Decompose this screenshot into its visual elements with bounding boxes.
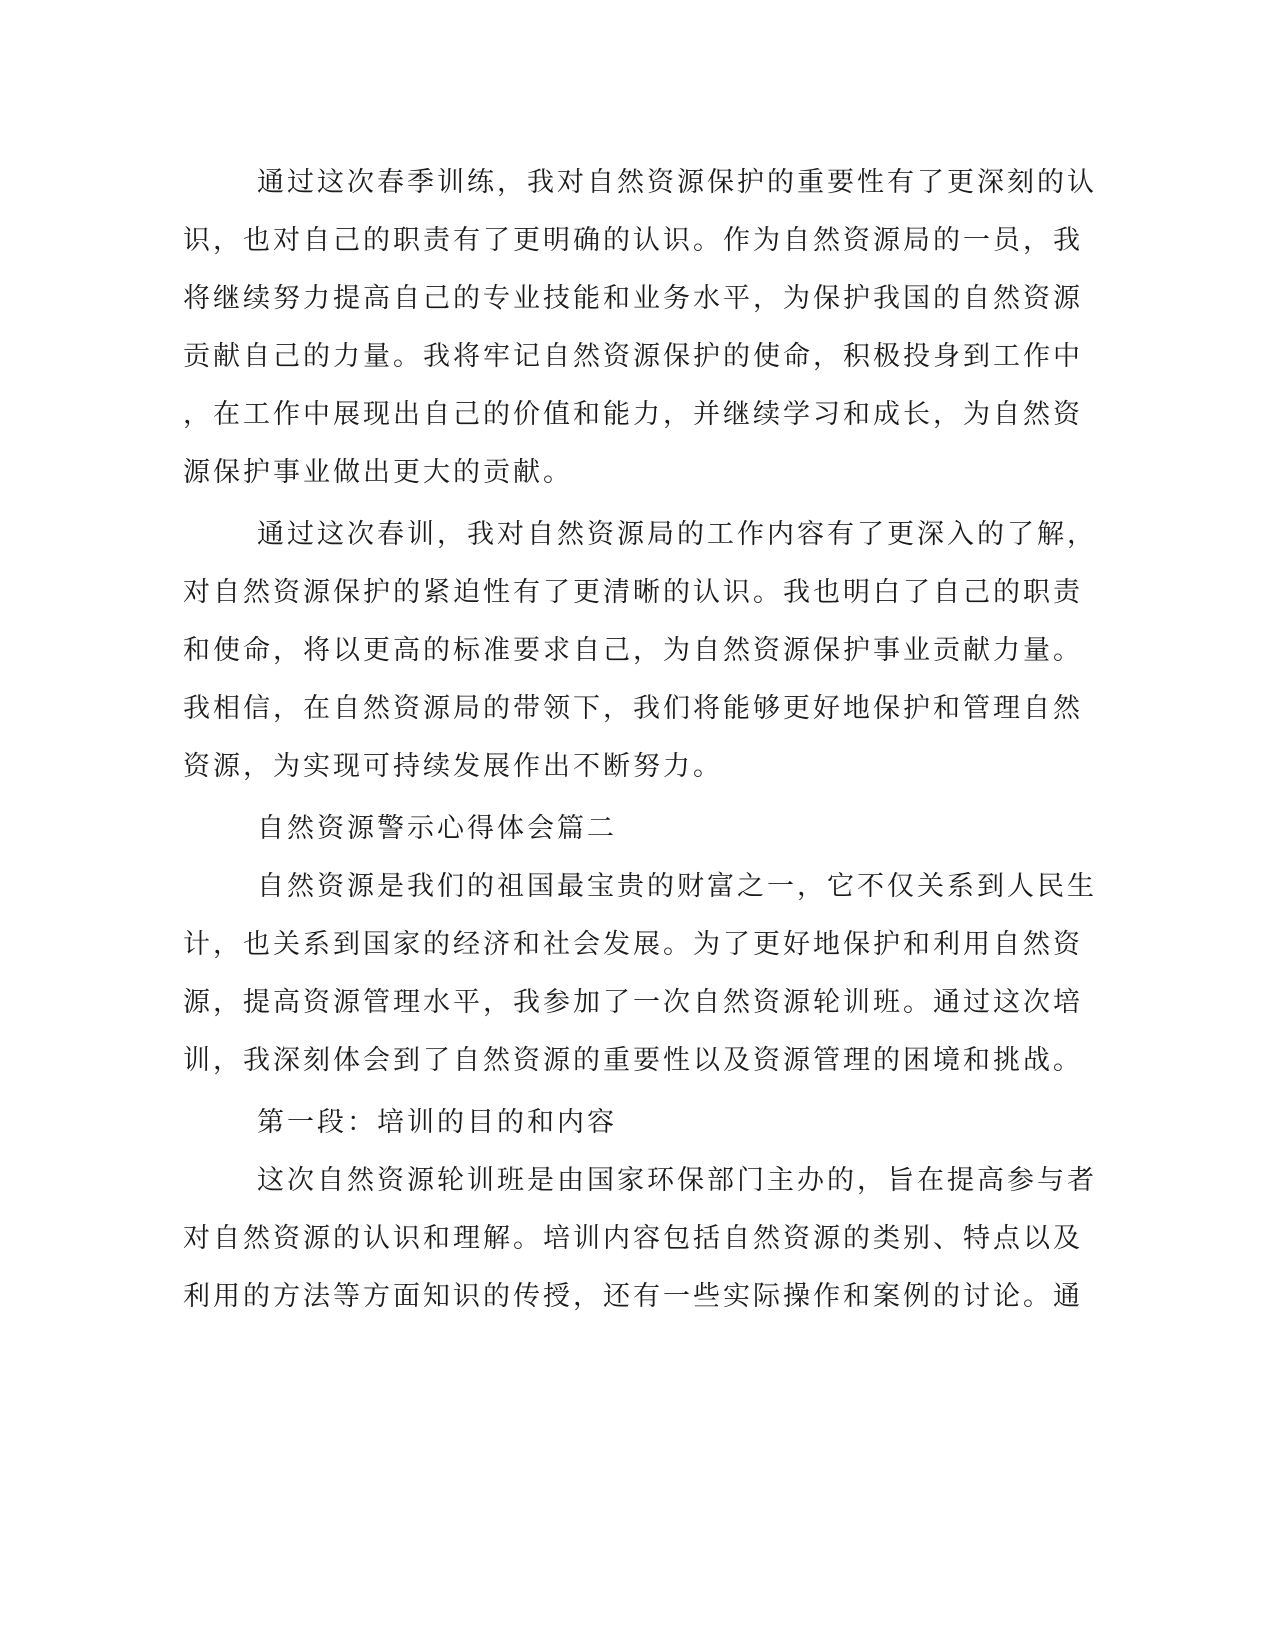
subsection-heading: 第一段：培训的目的和内容	[257, 1107, 617, 1138]
paragraph-3-line-3: 源，提高资源管理水平，我参加了一次自然资源轮训班。通过这次培	[183, 987, 1083, 1018]
section-heading: 自然资源警示心得体会篇二	[257, 813, 617, 844]
paragraph-1-line-4: 贡献自己的力量。我将牢记自然资源保护的使命，积极投身到工作中	[183, 341, 1083, 372]
paragraph-2-line-2: 对自然资源保护的紧迫性有了更清晰的认识。我也明白了自己的职责	[183, 577, 1083, 608]
paragraph-1-line-6: 源保护事业做出更大的贡献。	[183, 457, 573, 488]
paragraph-4-line-1: 这次自然资源轮训班是由国家环保部门主办的，旨在提高参与者	[257, 1165, 1097, 1196]
paragraph-3-line-1: 自然资源是我们的祖国最宝贵的财富之一，它不仅关系到人民生	[257, 871, 1097, 902]
paragraph-2-line-3: 和使命，将以更高的标准要求自己，为自然资源保护事业贡献力量。	[183, 635, 1083, 666]
paragraph-1-line-3: 将继续努力提高自己的专业技能和业务水平，为保护我国的自然资源	[183, 283, 1083, 314]
paragraph-2-line-1: 通过这次春训，我对自然资源局的工作内容有了更深入的了解，	[257, 519, 1097, 550]
paragraph-1-line-2: 识，也对自己的职责有了更明确的认识。作为自然资源局的一员，我	[183, 225, 1083, 256]
paragraph-4-line-2: 对自然资源的认识和理解。培训内容包括自然资源的类别、特点以及	[183, 1223, 1083, 1254]
paragraph-4-line-3: 利用的方法等方面知识的传授，还有一些实际操作和案例的讨论。通	[183, 1281, 1083, 1312]
paragraph-1-line-5: ，在工作中展现出自己的价值和能力，并继续学习和成长，为自然资	[183, 399, 1083, 430]
paragraph-2-line-4: 我相信，在自然资源局的带领下，我们将能够更好地保护和管理自然	[183, 693, 1083, 724]
paragraph-2-line-5: 资源，为实现可持续发展作出不断努力。	[183, 751, 723, 782]
paragraph-1-line-1: 通过这次春季训练，我对自然资源保护的重要性有了更深刻的认	[257, 167, 1097, 198]
paragraph-3-line-2: 计，也关系到国家的经济和社会发展。为了更好地保护和利用自然资	[183, 929, 1083, 960]
paragraph-3-line-4: 训，我深刻体会到了自然资源的重要性以及资源管理的困境和挑战。	[183, 1045, 1083, 1076]
